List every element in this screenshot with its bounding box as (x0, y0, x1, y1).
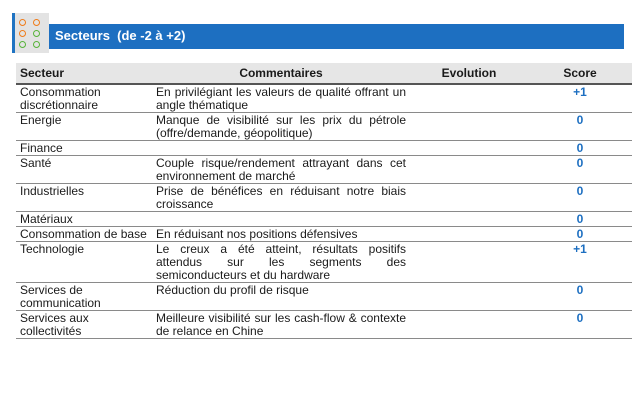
table-row (16, 141, 632, 156)
evolution-cell (410, 311, 528, 339)
sector-cell: Energie (16, 113, 152, 141)
score-cell: 0 (528, 141, 632, 156)
header-evolution: Evolution (410, 63, 528, 84)
section-title: Secteurs (de -2 à +2) (55, 28, 186, 43)
score-cell: +1 (528, 242, 632, 283)
comment-cell: Meilleure visibilité sur les cash-flow & contexte de relance en Chine (152, 311, 410, 339)
score-cell: 0 (528, 184, 632, 212)
evolution-cell (410, 283, 528, 311)
sector-cell: Services aux collectivités (16, 311, 152, 339)
comment-cell: Prise de bénéfices en réduisant notre biais croissance (152, 184, 410, 212)
score-cell: 0 (528, 227, 632, 242)
sector-cell: Industrielles (16, 184, 152, 212)
sector-cell: Consommation discrétionnaire (16, 84, 152, 113)
header-score: Score (528, 63, 632, 84)
evolution-cell (410, 242, 528, 283)
sectors-table (16, 63, 632, 339)
evolution-cell (410, 184, 528, 212)
table-row (16, 242, 632, 283)
comment-cell: Réduction du profil de risque (152, 283, 410, 311)
comment-cell: En privilégiant les valeurs de qualité offrant un angle thématique (152, 84, 410, 113)
table-header-row (16, 63, 632, 84)
score-cell: 0 (528, 156, 632, 184)
table-row (16, 84, 632, 113)
title-bar (49, 24, 624, 49)
table-row (16, 184, 632, 212)
score-cell: 0 (528, 283, 632, 311)
evolution-cell (410, 156, 528, 184)
comment-cell: Manque de visibilité sur les prix du pétrole (offre/demande, géopolitique) (152, 113, 410, 141)
table-row (16, 283, 632, 311)
score-cell: 0 (528, 113, 632, 141)
sector-cell: Matériaux (16, 212, 152, 227)
table-row (16, 212, 632, 227)
sector-cell: Santé (16, 156, 152, 184)
evolution-cell (410, 84, 528, 113)
score-cell: 0 (528, 311, 632, 339)
table-row (16, 227, 632, 242)
evolution-cell (410, 113, 528, 141)
evolution-cell (410, 141, 528, 156)
comment-cell: Le creux a été atteint, résultats positifs attendus sur les segments des semiconducteurs et du hardware (152, 242, 410, 283)
comment-cell (152, 212, 410, 227)
evolution-cell (410, 212, 528, 227)
section-header (12, 13, 624, 53)
table-row (16, 113, 632, 141)
table-row (16, 156, 632, 184)
header-comments: Commentaires (152, 63, 410, 84)
header-sector: Secteur (16, 63, 152, 84)
score-cell: +1 (528, 84, 632, 113)
sector-cell: Consommation de base (16, 227, 152, 242)
dots-logo-icon (12, 13, 49, 53)
comment-cell (152, 141, 410, 156)
comment-cell: En réduisant nos positions défensives (152, 227, 410, 242)
comment-cell: Couple risque/rendement attrayant dans cet environnement de marché (152, 156, 410, 184)
sector-cell: Finance (16, 141, 152, 156)
table-row (16, 311, 632, 339)
score-cell: 0 (528, 212, 632, 227)
evolution-cell (410, 227, 528, 242)
sector-cell: Technologie (16, 242, 152, 283)
sector-cell: Services de communication (16, 283, 152, 311)
